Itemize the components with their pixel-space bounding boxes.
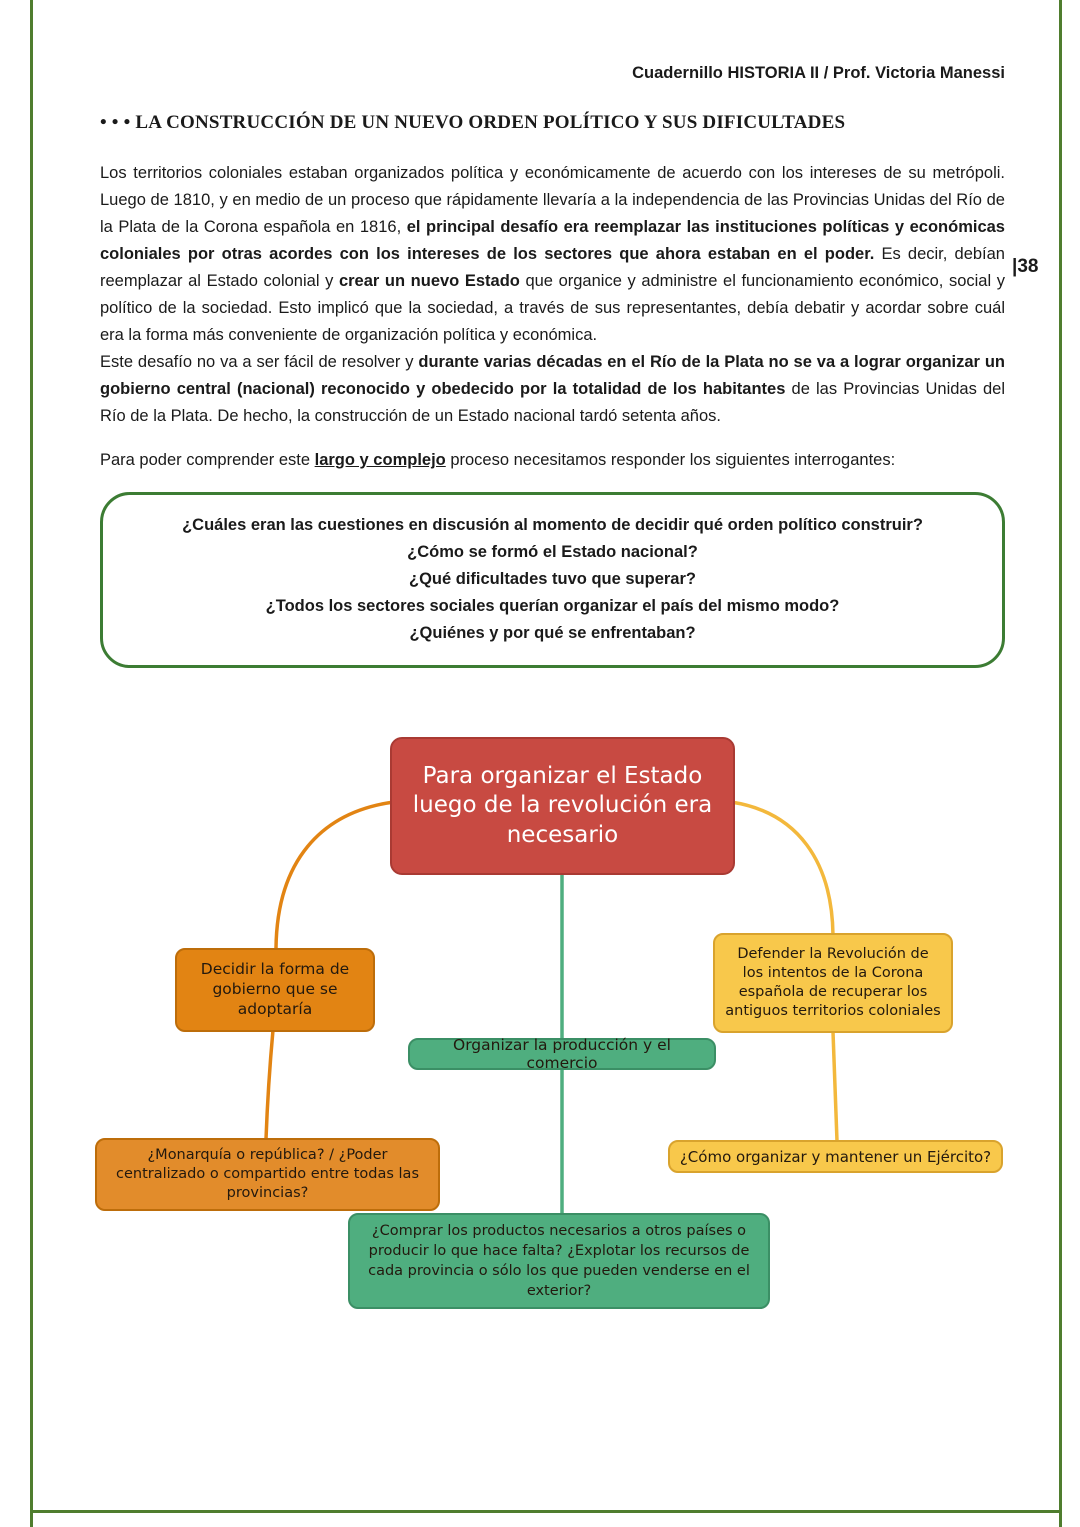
concept-map-question-army — [668, 1140, 1003, 1173]
connector-right-branch-to-child — [833, 1032, 837, 1141]
text-run: proceso necesitamos responder los siguientes interrogantes: — [445, 451, 896, 470]
question-line: ¿Todos los sectores sociales querían organizar el país del mismo modo? — [265, 597, 840, 616]
text-run-bold-underline: largo y complejo — [314, 451, 446, 470]
question-army-label: ¿Cómo organizar y mantener un Ejército? — [679, 1147, 992, 1166]
intro-paragraph-2 — [100, 349, 1005, 430]
lead-in-paragraph — [100, 447, 1005, 474]
concept-map-question-government — [95, 1138, 440, 1211]
text-run-bold: el principal desafío era reemplazar las instituciones políticas y económicas coloniales por otras acordes con los intereses de los sectores que ahora estaban en el poder. — [100, 218, 1005, 264]
text-run: Este desafío no va a ser fácil de resolver y — [100, 353, 419, 372]
question-line: ¿Qué dificultades tuvo que superar? — [409, 570, 696, 589]
concept-map-question-economy — [348, 1213, 770, 1309]
page-content — [0, 0, 1080, 668]
text-run: de las Provincias Unidas del Río de la Plata. De hecho, la construcción de un Estado nacional tardó setenta años. — [100, 380, 1005, 426]
connector-root-to-right-branch — [731, 802, 833, 935]
questions-box — [100, 492, 1005, 668]
concept-map-branch-defense — [713, 933, 953, 1033]
concept-map-branch-economy — [408, 1038, 716, 1070]
text-run: Los territorios coloniales estaban organizados política y económicamente de acuerdo con los intereses de su metrópoli. Luego de 1810, y en medio de un proceso que rápidamente llevaría a la independencia de las Provincias Unidas del Río de la Plata de la Corona española en 1816, — [100, 164, 1005, 237]
document-header: Cuadernillo HISTORIA II / Prof. Victoria Manessi — [632, 64, 1005, 82]
question-economy-label: ¿Comprar los productos necesarios a otros países o producir lo que hace falta? ¿Explotar los recursos de cada provincia o sólo los que pueden venderse en el exterior? — [368, 1223, 750, 1299]
concept-map-root-label: Para organizar el Estado luego de la revolución era necesario — [412, 762, 713, 848]
page-number: |38 — [1012, 256, 1039, 277]
question-line: ¿Cómo se formó el Estado nacional? — [407, 543, 698, 562]
question-line: ¿Cuáles eran las cuestiones en discusión al momento de decidir qué orden político construir? — [182, 516, 923, 535]
text-run-bold: durante varias décadas en el Río de la Plata no se va a lograr organizar un gobierno central (nacional) reconocido y obedecido por la totalidad de los habitantes — [100, 353, 1005, 399]
question-line: ¿Quiénes y por qué se enfrentaban? — [409, 624, 696, 643]
text-run: Para poder comprender este — [100, 451, 315, 470]
page-border-bottom — [30, 1510, 1062, 1513]
question-government-label: ¿Monarquía o república? / ¿Poder centralizado o compartido entre todas las provincias? — [116, 1147, 419, 1202]
branch-government-label: Decidir la forma de gobierno que se adoptaría — [200, 960, 350, 1018]
concept-map-root-box — [390, 737, 735, 875]
text-run-bold: crear un nuevo Estado — [338, 272, 520, 291]
branch-economy-label: Organizar la producción y el comercio — [453, 1036, 671, 1072]
text-run: que organice y administre el funcionamiento económico, social y político de la sociedad. Esto implicó que la sociedad, a través de sus representantes, debía debatir y acordar sobre cuál era la forma más conveniente de organización política y económica. — [100, 272, 1005, 345]
intro-paragraph-1 — [100, 160, 1005, 349]
text-run: Es decir, debían reemplazar al Estado colonial y — [100, 245, 1005, 291]
concept-map-branch-government — [175, 948, 375, 1032]
connector-root-to-left-branch — [276, 802, 394, 948]
connector-left-branch-to-child — [266, 1030, 273, 1139]
branch-defense-label: Defender la Revolución de los intentos de la Corona española de recuperar los antiguos territorios coloniales — [725, 945, 941, 1020]
page-title: • • • LA CONSTRUCCIÓN DE UN NUEVO ORDEN POLÍTICO Y SUS DIFICULTADES — [100, 112, 846, 134]
